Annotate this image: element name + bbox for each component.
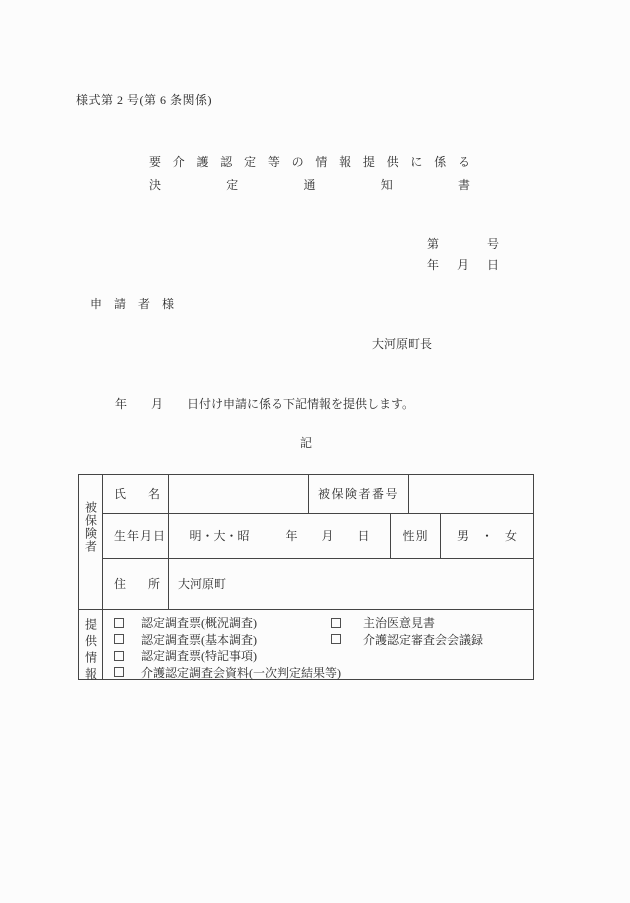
birthdate-value: 明・大・昭 年 月 日 [169, 514, 391, 558]
checkbox-icon [114, 667, 124, 677]
addressee-label: 申 請 者 様 [90, 297, 174, 311]
address-row [103, 559, 533, 609]
doc-number-suffix: 号 [486, 237, 499, 251]
date-day-label: 日 [486, 258, 499, 272]
provided-item-label: 介護認定調査会資料(一次判定結果等) [141, 665, 341, 680]
record-heading: 記 [299, 436, 312, 450]
provided-group-cell [79, 610, 103, 684]
sex-value: 男 ・ 女 [456, 529, 517, 543]
insured-group-cell [79, 475, 103, 609]
insured-info-table [78, 474, 534, 684]
name-value-cell [169, 475, 309, 513]
document-number-line [427, 238, 499, 250]
insured-number-label: 被保険者番号 [309, 475, 409, 513]
form-number: 様式第 2 号(第 6 条関係) [76, 93, 212, 107]
document-title-line1: 要 介 護 認 定 等 の 情 報 提 供 に 係 る [149, 155, 470, 169]
name-row [103, 475, 533, 514]
provided-info-section [79, 609, 533, 684]
address-value: 大河原町 [178, 577, 227, 591]
provided-line-3 [114, 648, 533, 665]
provided-item-label: 介護認定審査会会議録 [363, 632, 484, 647]
provided-items-area [103, 610, 533, 679]
checkbox-icon [114, 634, 124, 644]
address-label: 住 所 [103, 559, 169, 609]
document-title [149, 156, 470, 191]
checkbox-icon [114, 618, 124, 628]
provided-line-1 [114, 615, 533, 632]
insured-group-label: 被保険者 [83, 501, 98, 553]
document-title-line2: 決 定 通 知 書 [149, 178, 470, 192]
checkbox-icon [114, 651, 124, 661]
checkbox-icon [331, 634, 341, 644]
checkbox-icon [331, 618, 341, 628]
reference-block [427, 238, 499, 271]
name-label: 氏 名 [103, 475, 169, 513]
birthdate-row [103, 514, 533, 559]
provision-sentence: 年 月 日付け申請に係る下記情報を提供します。 [115, 397, 415, 411]
provided-item-label: 認定調査票(基本調査) [141, 632, 257, 647]
doc-number-prefix: 第 [427, 237, 440, 251]
mayor-name: 大河原町長 [372, 337, 433, 351]
provided-item-label: 認定調査票(概況調査) [141, 616, 257, 631]
date-year-label: 年 [427, 258, 440, 272]
provided-line-2 [114, 632, 533, 649]
issue-date-line [427, 259, 499, 271]
provided-item-label: 認定調査票(特記事項) [141, 649, 257, 664]
provided-item-label: 主治医意見書 [363, 616, 436, 631]
insured-section [79, 475, 533, 609]
provided-line-4 [114, 665, 533, 682]
date-month-label: 月 [456, 258, 469, 272]
provided-group-label: 提供情報 [83, 618, 98, 684]
birthdate-label: 生年月日 [103, 514, 169, 558]
sex-label: 性別 [391, 514, 441, 558]
insured-number-value-cell [409, 475, 533, 513]
